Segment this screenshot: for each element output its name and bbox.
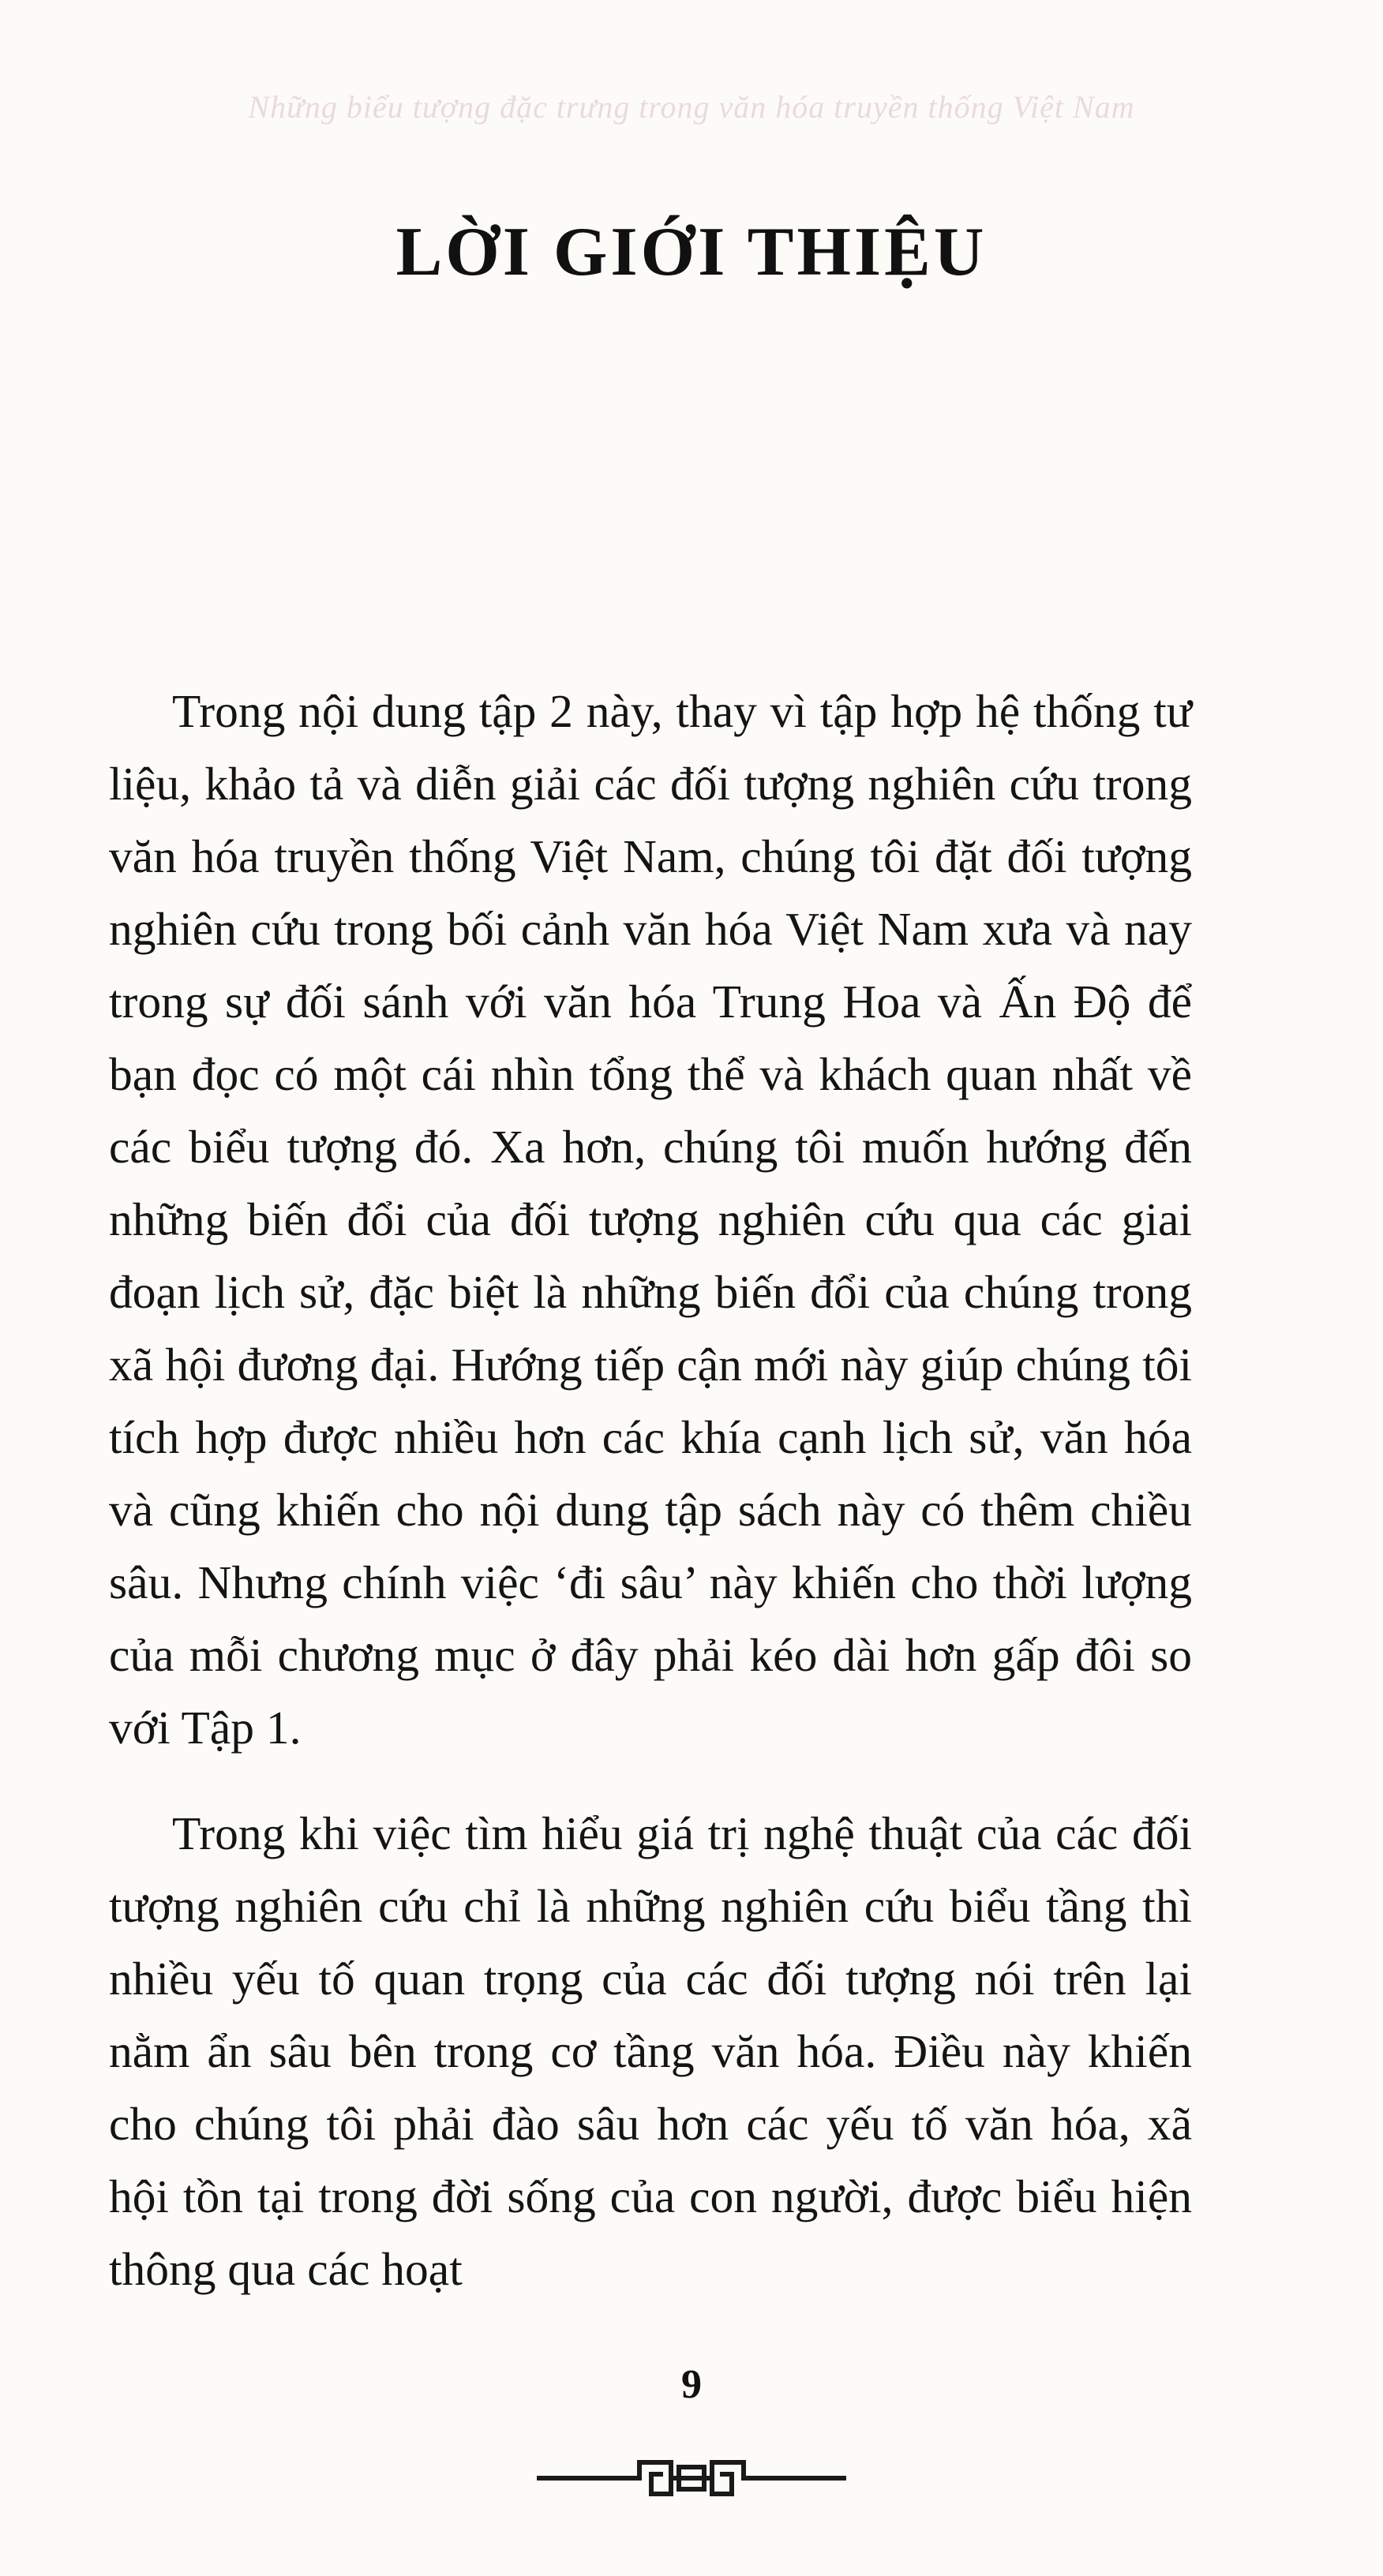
page-title: LỜI GIỚI THIỆU bbox=[395, 214, 988, 290]
key-pattern-ornament-icon bbox=[537, 2454, 846, 2502]
paragraph-2: Trong khi việc tìm hiểu giá trị nghệ thuật của các đối tượng nghiên cứu chỉ là những nghiên cứu biểu tầng thì nhiều yếu tố quan trọng của các đối tượng nói trên lại nằm ẩn sâu bên trong cơ tầng văn hóa. Điều này khiến cho chúng tôi phải đào sâu hơn các yếu tố văn hóa, xã hội tồn tại trong đời sống của con người, được biểu hiện thông qua các hoạt bbox=[109, 1807, 1192, 2295]
page-number: 9 bbox=[681, 2362, 702, 2407]
running-header: Những biểu tượng đặc trưng trong văn hóa truyền thống Việt Nam bbox=[248, 89, 1135, 125]
body-text bbox=[109, 675, 1192, 2305]
paragraph-1: Trong nội dung tập 2 này, thay vì tập hợp hệ thống tư liệu, khảo tả và diễn giải các đối tượng nghiên cứu trong văn hóa truyền thống Việt Nam, chúng tôi đặt đối tượng nghiên cứu trong bối cảnh văn hóa Việt Nam xưa và nay trong sự đối sánh với văn hóa Trung Hoa và Ấn Độ để bạn đọc có một cái nhìn tổng thể và khách quan nhất về các biểu tượng đó. Xa hơn, chúng tôi muốn hướng đến những biến đổi của đối tượng nghiên cứu qua các giai đoạn lịch sử, đặc biệt là những biến đổi của chúng trong xã hội đương đại. Hướng tiếp cận mới này giúp chúng tôi tích hợp được nhiều hơn các khía cạnh lịch sử, văn hóa và cũng khiến cho nội dung tập sách này có thêm chiều sâu. Nhưng chính việc ‘đi sâu’ này khiến cho thời lượng của mỗi chương mục ở đây phải kéo dài hơn gấp đôi so với Tập 1. bbox=[109, 685, 1192, 1754]
